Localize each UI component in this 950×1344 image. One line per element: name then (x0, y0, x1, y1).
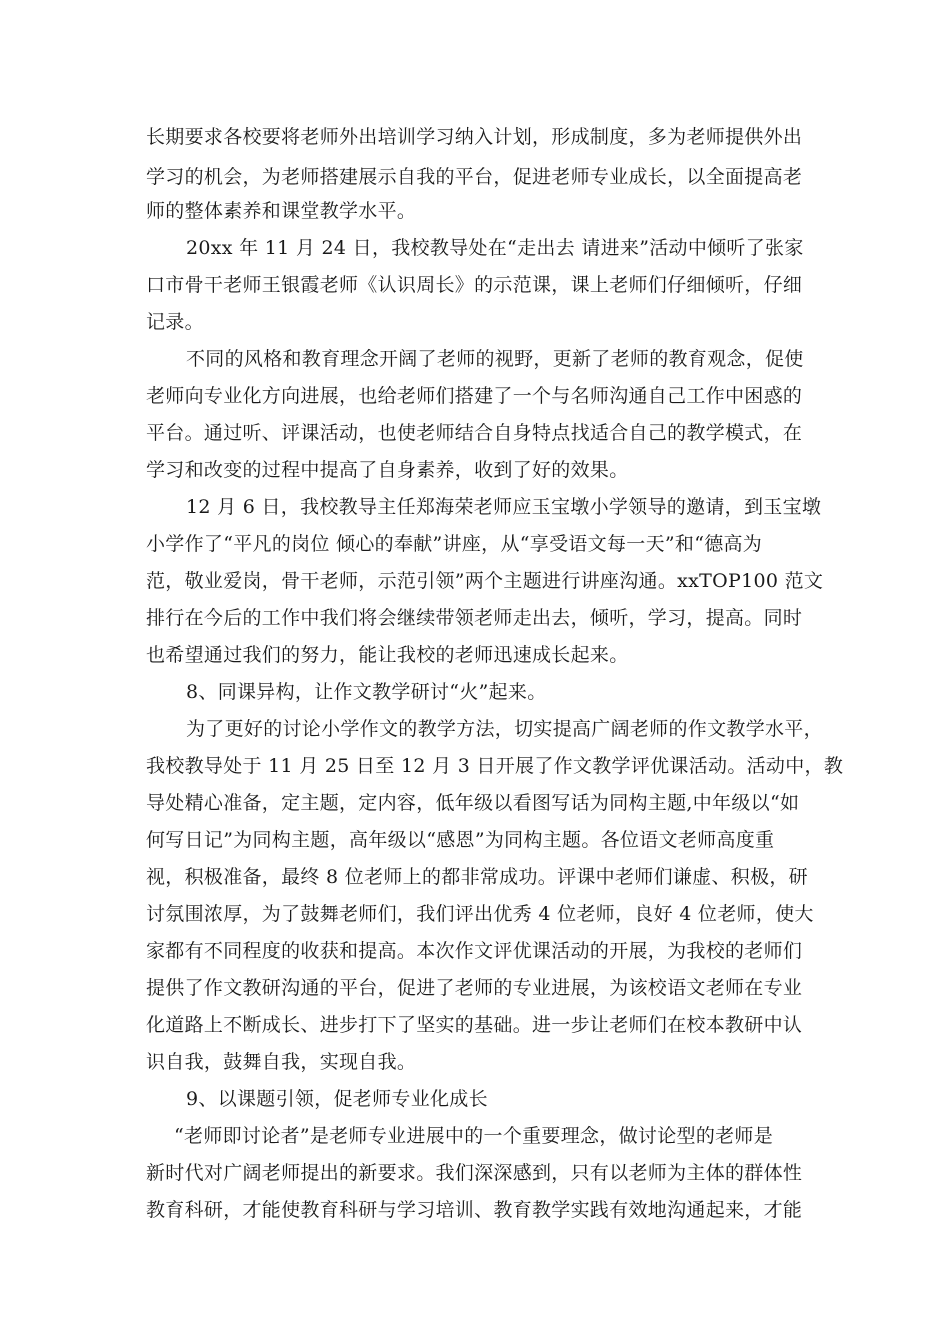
text-line: 也希望通过我们的努力，能让我校的老师迅速成长起来。 (146, 644, 629, 666)
text-line: “老师即讨论者”是老师专业进展中的一个重要理念，做讨论型的老师是 (174, 1125, 774, 1147)
text-line: 识自我，鼓舞自我，实现自我。 (146, 1051, 417, 1073)
text-line: 我校教导处于 11 月 25 日至 12 月 3 日开展了作文教学评优课活动。活动中，教 (146, 755, 844, 777)
text-line: 何写日记”为同构主题，高年级以“感恩”为同构主题。各位语文老师高度重 (146, 829, 775, 851)
text-line: 讨氛围浓厚，为了鼓舞老师们，我们评出优秀 4 位老师，良好 4 位老师，使大 (146, 903, 814, 925)
text-line: 排行在今后的工作中我们将会继续带领老师走出去，倾听，学习，提高。同时 (146, 607, 803, 629)
section-heading: 9、以课题引领，促老师专业化成长 (186, 1088, 488, 1110)
text-line: 不同的风格和教育理念开阔了老师的视野，更新了老师的教育观念，促使 (186, 348, 804, 370)
text-line: 学习和改变的过程中提高了自身素养，收到了好的效果。 (146, 459, 629, 481)
text-line: 师的整体素养和课堂教学水平。 (146, 200, 417, 222)
text-line: 20xx 年 11 月 24 日，我校教导处在“走出去 请进来”活动中倾听了张家 (186, 237, 804, 259)
text-line: 口市骨干老师王银霞老师《认识周长》的示范课，课上老师们仔细倾听，仔细 (146, 274, 803, 296)
text-line: 化道路上不断成长、进步打下了坚实的基础。进一步让老师们在校本教研中认 (146, 1014, 803, 1036)
text-line: 学习的机会，为老师搭建展示自我的平台，促进老师专业成长，以全面提高老 (146, 166, 803, 188)
text-line: 为了更好的讨论小学作文的教学方法，切实提高广阔老师的作文教学水平， (186, 718, 823, 740)
text-line: 家都有不同程度的收获和提高。本次作文评优课活动的开展，为我校的老师们 (146, 940, 803, 962)
text-line: 视，积极准备，最终 8 位老师上的都非常成功。评课中老师们谦虚、积极，研 (146, 866, 808, 888)
text-line: 12 月 6 日，我校教导主任郑海荣老师应玉宝墩小学领导的邀请，到玉宝墩 (186, 496, 822, 518)
text-line: 范，敬业爱岗，骨干老师，示范引领”两个主题进行讲座沟通。xxTOP100 范文 (146, 570, 824, 592)
text-line: 记录。 (146, 311, 204, 333)
text-line: 提供了作文教研沟通的平台，促进了老师的专业进展，为该校语文老师在专业 (146, 977, 803, 999)
text-line: 教育科研，才能使教育科研与学习培训、教育教学实践有效地沟通起来，才能 (146, 1199, 803, 1221)
text-line: 平台。通过听、评课活动，也使老师结合自身特点找适合自己的教学模式，在 (146, 422, 803, 444)
text-line: 小学作了“平凡的岗位 倾心的奉献”讲座，从“享受语文每一天”和“德高为 (146, 533, 763, 555)
text-line: 长期要求各校要将老师外出培训学习纳入计划，形成制度，多为老师提供外出 (146, 126, 803, 148)
section-heading: 8、同课异构，让作文教学研讨“火”起来。 (186, 681, 547, 703)
text-line: 新时代对广阔老师提出的新要求。我们深深感到，只有以老师为主体的群体性 (146, 1162, 803, 1184)
text-line: 导处精心准备，定主题，定内容，低年级以看图写话为同构主题,中年级以“如 (146, 792, 800, 814)
text-line: 老师向专业化方向进展，也给老师们搭建了一个与名师沟通自己工作中困惑的 (146, 385, 803, 407)
